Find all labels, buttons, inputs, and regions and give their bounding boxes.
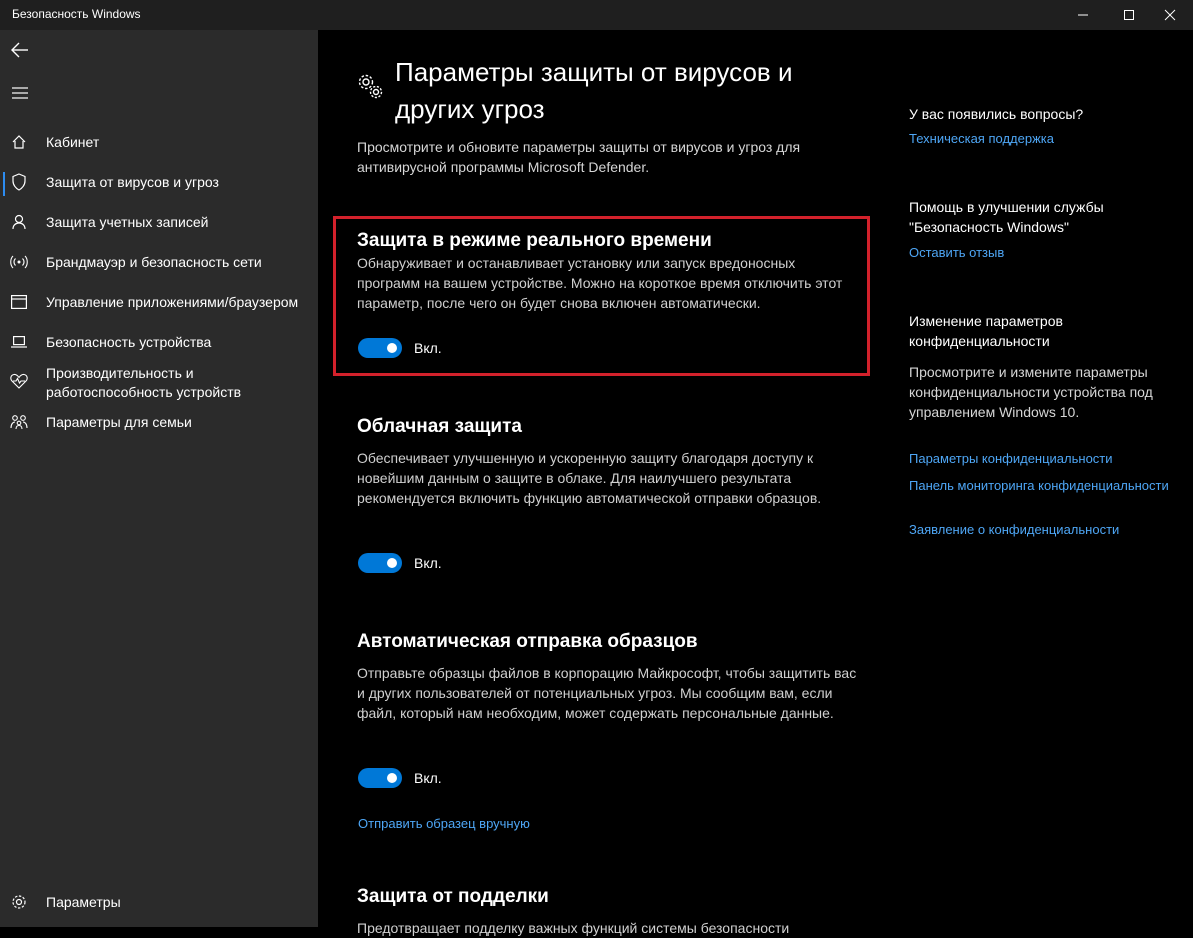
section-description-tamper-protection: Предотвращает подделку важных функций системы безопасности (357, 920, 790, 936)
sidebar-item-settings[interactable] (0, 892, 318, 916)
section-title-tamper-protection: Защита от подделки (357, 886, 549, 907)
minimize-button[interactable] (1060, 0, 1106, 30)
section-title-sample-submission: Автоматическая отправка образцов (357, 631, 698, 652)
page-description: Просмотрите и обновите параметры защиты от вирусов и угроз для антивирусной программы Microsoft Defender. (357, 139, 801, 175)
sample-submission-toggle[interactable] (358, 768, 402, 788)
privacy-description: Просмотрите и измените параметры конфиденциальности устройства под управлением Windows 10. (909, 364, 1153, 420)
app-window-icon (9, 292, 29, 312)
feedback-link[interactable]: Оставить отзыв (909, 245, 1005, 260)
privacy-statement-link[interactable]: Заявление о конфиденциальности (909, 522, 1120, 537)
back-button[interactable] (0, 32, 40, 68)
title-bar (0, 0, 1193, 30)
realtime-protection-toggle[interactable] (358, 338, 402, 358)
privacy-settings-link[interactable]: Параметры конфиденциальности (909, 451, 1113, 466)
sidebar-item-family-options[interactable] (0, 412, 318, 436)
improve-heading: Помощь в улучшении службы "Безопасность Windows" (909, 199, 1104, 235)
sidebar-item-firewall[interactable] (0, 252, 318, 276)
submit-sample-manually-link[interactable]: Отправить образец вручную (358, 816, 530, 831)
toggle-label: Вкл. (414, 770, 442, 786)
sidebar-item-label: Кабинет (46, 134, 100, 150)
section-title-realtime: Защита в режиме реального времени (357, 230, 712, 251)
hamburger-menu-icon (12, 87, 28, 99)
sidebar-item-account-protection[interactable] (0, 212, 318, 236)
sidebar-item-device-security[interactable] (0, 332, 318, 356)
questions-heading: У вас появились вопросы? (909, 106, 1084, 122)
laptop-icon (9, 332, 29, 352)
cloud-protection-toggle[interactable] (358, 553, 402, 573)
home-icon (9, 132, 29, 152)
support-link[interactable]: Техническая поддержка (909, 131, 1054, 146)
sidebar-item-label: Производительность и работоспособность устройств (46, 365, 242, 400)
minimize-icon (1078, 10, 1088, 20)
section-description-realtime: Обнаруживает и останавливает установку или запуск вредоносных программ на вашем устройстве. Можно на короткое время отключить этот параметр, после чего он будет снова включен автоматически. (357, 255, 843, 311)
sidebar-item-label: Параметры (46, 894, 121, 910)
toggle-knob (387, 558, 397, 568)
sidebar-item-app-browser-control[interactable] (0, 292, 318, 316)
toggle-knob (387, 773, 397, 783)
toggle-label: Вкл. (414, 340, 442, 356)
toggle-label: Вкл. (414, 555, 442, 571)
family-icon (9, 412, 29, 432)
menu-button[interactable] (0, 75, 40, 111)
maximize-icon (1124, 10, 1134, 20)
sidebar-item-label: Безопасность устройства (46, 334, 212, 350)
sidebar-item-label: Защита от вирусов и угроз (46, 174, 219, 190)
active-indicator (3, 172, 5, 196)
gear-icon (9, 892, 29, 912)
window-title: Безопасность Windows (12, 7, 141, 21)
sidebar-item-label: Защита учетных записей (46, 214, 209, 230)
privacy-dashboard-link[interactable]: Панель мониторинга конфиденциальности (909, 478, 1169, 493)
sidebar (0, 30, 318, 927)
sidebar-item-virus-protection[interactable] (0, 172, 318, 196)
shield-icon (9, 172, 29, 192)
sidebar-item-label: Брандмауэр и безопасность сети (46, 254, 262, 270)
privacy-heading: Изменение параметров конфиденциальности (909, 313, 1063, 349)
close-icon (1165, 10, 1175, 20)
toggle-knob (387, 343, 397, 353)
sidebar-item-label: Управление приложениями/браузером (46, 294, 299, 310)
settings-gears-icon (357, 73, 385, 106)
sidebar-item-label: Параметры для семьи (46, 414, 192, 430)
page-title: Параметры защиты от вирусов и других угроз (395, 57, 793, 124)
sidebar-item-home[interactable] (0, 132, 318, 156)
section-title-cloud: Облачная защита (357, 416, 522, 437)
person-icon (9, 212, 29, 232)
section-description-cloud: Обеспечивает улучшенную и ускоренную защиту благодаря доступу к новейшим данным о защите в облаке. Для наилучшего результата рекомендуется включить функцию автоматической отправки образцов. (357, 450, 822, 506)
maximize-button[interactable] (1106, 0, 1152, 30)
main-content (318, 30, 878, 936)
sidebar-item-device-performance[interactable] (0, 362, 318, 404)
close-button[interactable] (1147, 0, 1193, 30)
section-description-sample-submission: Отправьте образцы файлов в корпорацию Майкрософт, чтобы защитить вас и других пользователей от потенциальных угроз. Мы сообщим вам, если файл, который нам необходим, может содержать персональные данные. (357, 665, 857, 721)
wireless-icon (9, 252, 29, 272)
back-arrow-icon (11, 42, 29, 58)
heart-pulse-icon (9, 371, 29, 391)
